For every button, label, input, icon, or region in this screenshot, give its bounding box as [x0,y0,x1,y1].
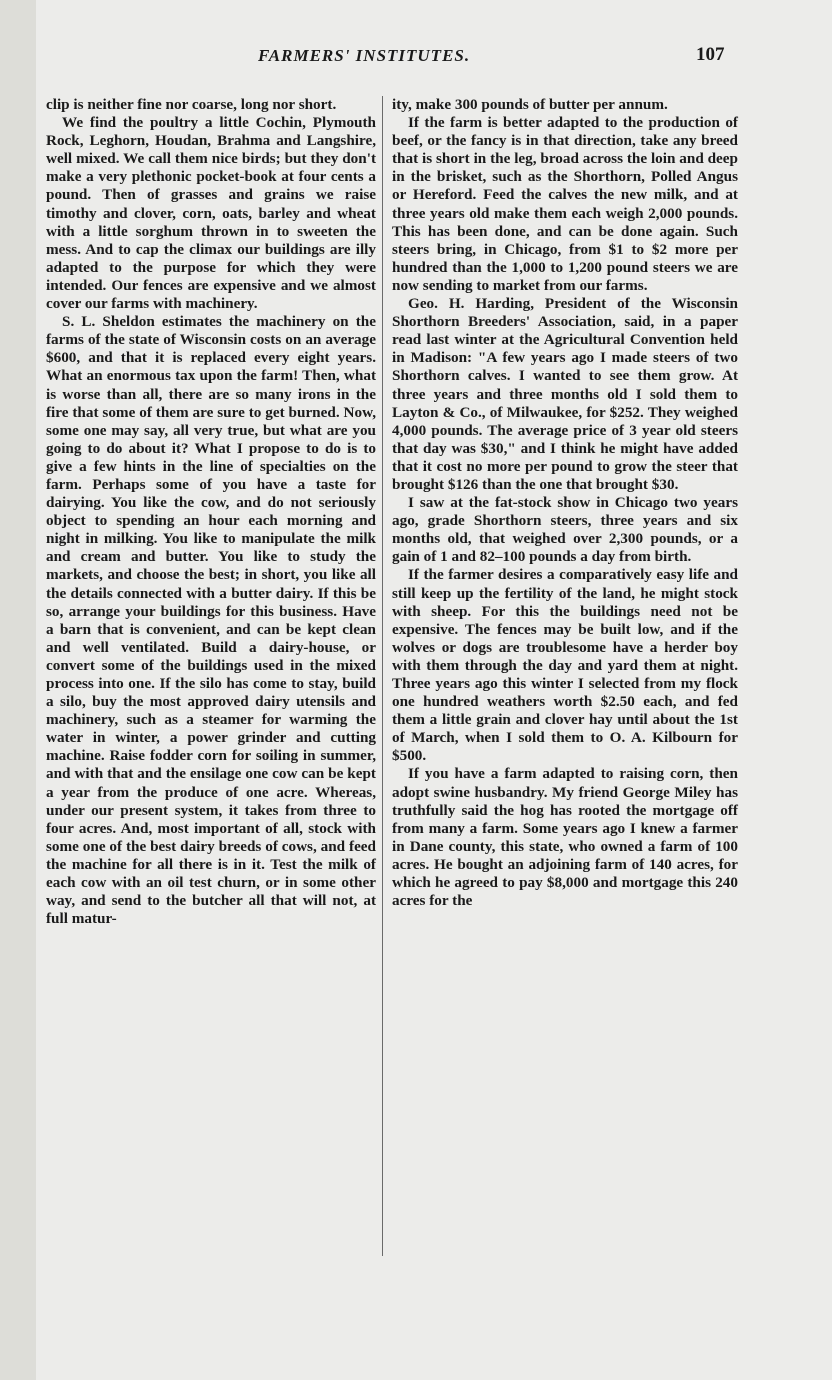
paragraph: Geo. H. Harding, President of the Wisconsin Shorthorn Breeders' Association, said, in a paper read last winter at the Agricultural Convention held in Madison: "A few years ago I made steers of two Shorthorn calves. I wanted to see them grow. At three years and three months old I sold them to Layton & Co., of Milwaukee, for $252. They weighed 4,000 pounds. The average price of 3 year old steers that day was $30," and I think he might have added that it cost no more per pound to grow the steer that brought $126 than the one that brought $30. [392,295,738,493]
page-header [36,42,832,70]
paragraph: clip is neither fine nor coarse, long nor short. [46,96,337,113]
left-column [46,96,376,928]
paragraph: We find the poultry a little Cochin, Plymouth Rock, Leghorn, Houdan, Brahma and Langshire, well mixed. We call them nice birds; but they don't make a very plethonic pocket-book at four cents a pound. Then of grasses and grains we raise timothy and clover, corn, oats, barley and wheat with a little sorghum thrown in to sweeten the mess. And to cap the climax our buildings are illy adapted to the purpose for which they were intended. Our fences are expensive and we almost cover our farms with machinery. [46,114,376,313]
paragraph: If the farmer desires a comparatively easy life and still keep up the fertility of the land, he might stock with sheep. For this the buildings need not be expensive. The fences may be built low, and if the wolves or dogs are troublesome have a herder boy with them through the day and yard them at night. Three years ago this winter I selected from my flock one hundred weathers worth $2.50 each, and fed them a little grain and clover hay until about the 1st of March, when I sold them to O. A. Kilbourn for $500. [392,566,738,765]
page-number: 107 [696,44,725,65]
paragraph: S. L. Sheldon estimates the machinery on the farms of the state of Wisconsin costs on an average $600, and that it is replaced every eight years. What an enormous tax upon the farm! Then, what is worse than all, there are so many irons in the fire that some of them are sure to get burned. Now, some one may say, all very true, but what are you going to do about it? What I propose to do is to give a few hints in the line of specialties on the farm. Perhaps some of you have a taste for dairying. You like the cow, and do not seriously object to spending an hour each morning and night in milking. You like to manipulate the milk and cream and butter. You like to study the markets, and choose the best; in short, you like all the details connected with a butter dairy. If this be so, arrange your buildings for this business. Have a barn that is convenient, and can be kept clean and well ventilated. Build a dairy-house, or convert some of the buildings used in the mixed process into one. If the silo has come to stay, build a silo, buy the most approved dairy utensils and machinery, such as a steamer for warming the water in winter, a power grinder and cutting machine. Raise fodder corn for soiling in summer, and with that and the ensilage one cow can be kept a year from the produce of one acre. Whereas, under our present system, it takes from three to four acres. And, most important of all, stock with some one of the best dairy breeds of cows, and feed the machine for all there is in it. Test the milk of each cow with an oil test churn, or in some other way, and send to the butcher all that will not, at full matur- [46,313,376,928]
paragraph: I saw at the fat-stock show in Chicago two years ago, grade Shorthorn steers, three years and six months old, that weighed over 2,300 pounds, or a gain of 1 and 82–100 pounds a day from birth. [392,494,738,566]
book-page [36,0,832,1380]
paragraph: If the farm is better adapted to the production of beef, or the fancy is in that direction, take any breed that is short in the leg, broad across the loin and deep in the brisket, such as the Shorthorn, Polled Angus or Hereford. Feed the calves the new milk, and at three years old make them each weigh 2,000 pounds. This has been done, and can be done again. Such steers bring, in Chicago, from $1 to $2 more per hundred than the 1,000 to 1,200 pound steers we are now sending to market from our farms. [392,114,738,294]
column-divider [382,96,383,1256]
paragraph: ity, make 300 pounds of butter per annum. [392,96,668,113]
paragraph: If you have a farm adapted to raising corn, then adopt swine husbandry. My friend George Miley has truthfully said the hog has rooted the mortgage off from many a farm. Some years ago I knew a farmer in Dane county, this state, who owned a farm of 100 acres. He bought an adjoining farm of 140 acres, for which he agreed to pay $8,000 and mortgage this 240 acres for the [392,765,738,910]
right-column [392,96,738,910]
running-title: FARMERS' INSTITUTES. [258,46,471,65]
